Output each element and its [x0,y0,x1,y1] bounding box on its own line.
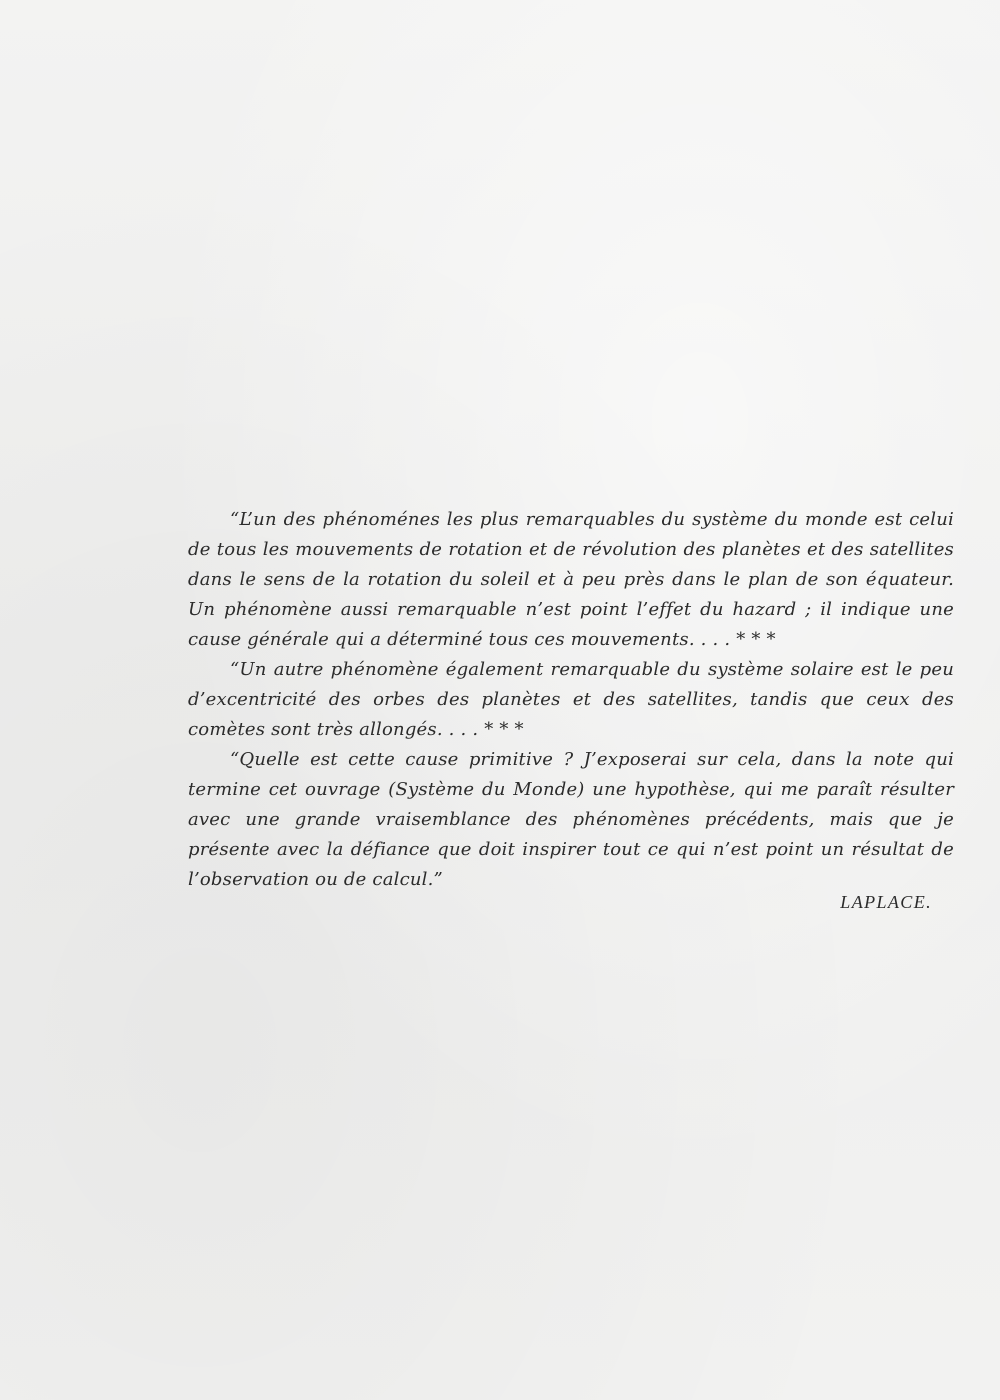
quote-paragraph-2: “Un autre phénomène également remarquable du système solaire est le peu d’excentricité des orbes des planètes et des satellites, tandis que ceux des comètes sont très allongés. . . . * * * [188,659,954,740]
quote-paragraph-3: “Quelle est cette cause primitive ? J’exposerai sur cela, dans la note qui termine cet ouvrage (Système du Monde) une hypothèse, qui me paraît résulter avec une grande vraisemblance des phénomènes précédents, mais que je présente avec la défiance que doit inspirer tout ce qui n’est point un résultat de l’observation ou de calcul.” [188,749,954,890]
laplace-quotation [188,505,954,895]
author-signature: LAPLACE. [840,892,932,912]
faded-bleed-through-text [495,430,585,450]
quote-paragraph-1: “L’un des phénoménes les plus remarquables du système du monde est celui de tous les mouvements de rotation et de révolution des planètes et des satellites dans le sens de la rotation du soleil et à peu près dans le plan de son équateur. Un phénomène aussi remarquable n’est point l’effet du hazard ; il indique une cause générale qui a déterminé tous ces mouvements. . . . * * * [188,509,954,650]
